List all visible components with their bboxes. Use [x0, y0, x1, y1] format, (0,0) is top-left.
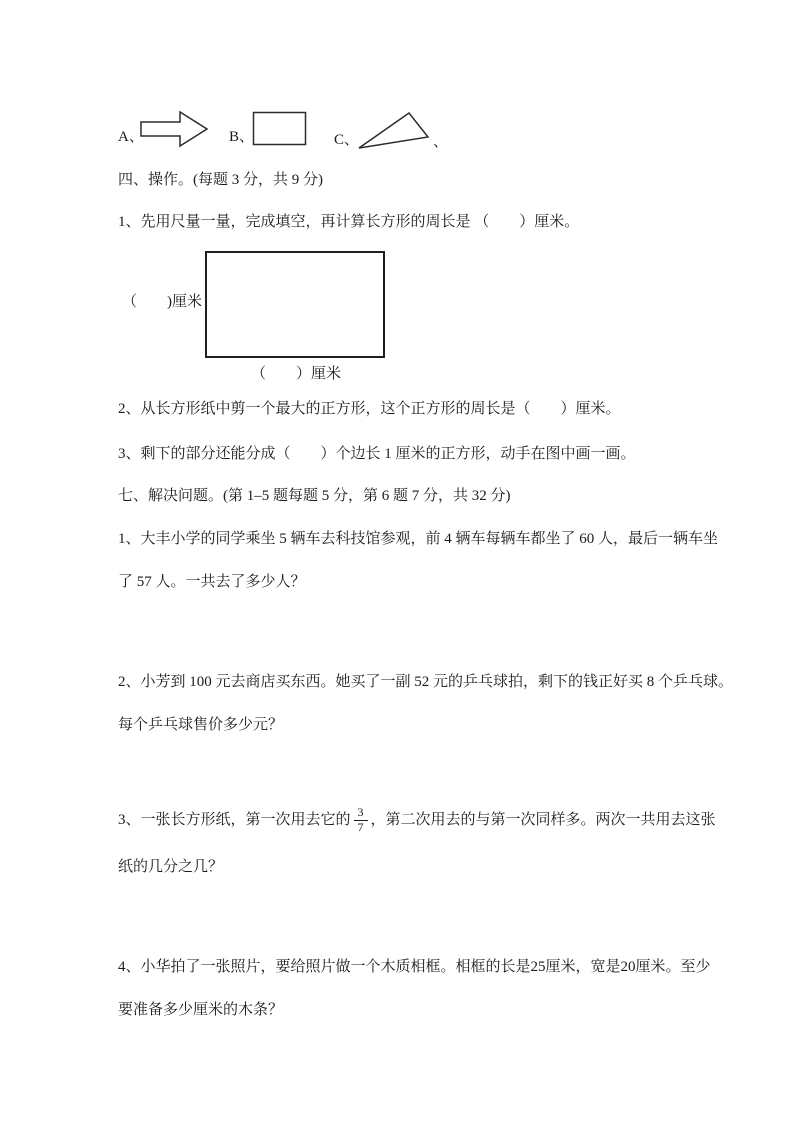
section-seven-q3-line2: 纸的几分之几？ — [118, 859, 224, 875]
section-seven-q1-line1: 1、大丰小学的同学乘坐 5 辆车去科技馆参观，前 4 辆车每辆车都坐了 60 人，最后一辆车坐 — [118, 531, 719, 547]
section-four-q1-text: 1、先用尺量一量，完成填空，再计算长方形的周长是 （ ）厘米。 — [118, 214, 580, 230]
arrow-shape-icon — [140, 109, 210, 149]
section-seven-q2-line1: 2、小芳到 100 元去商店买东西。她买了一副 52 元的乒乓球拍，剩下的钱正好买 8 个乒乓球。 — [118, 674, 734, 690]
option-a-label: A、 — [118, 129, 144, 145]
section-seven-q1-line2: 了 57 人。一共去了多少人？ — [118, 574, 306, 590]
section-seven-heading: 七、解决问题。(第 1–5 题每题 5 分，第 6 题 7 分，共 32 分) — [118, 488, 511, 504]
fraction-three-sevenths — [354, 806, 368, 835]
option-c-label: C、 — [334, 132, 360, 148]
option-c-suffix: 、 — [433, 134, 449, 150]
fraction-denominator: 7 — [354, 820, 368, 835]
section-seven-q2-line2: 每个乒乓球售价多少元？ — [118, 717, 284, 733]
section-seven-q4-line2: 要准备多少厘米的木条？ — [118, 1002, 284, 1018]
section-seven-q3-line1 — [118, 806, 716, 835]
q3-text-before-fraction: 3、一张长方形纸，第一次用去它的 — [118, 812, 351, 829]
section-four-heading: 四、操作。(每题 3 分，共 9 分) — [118, 172, 323, 188]
q3-text-after-fraction: ，第二次用去的与第一次同样多。两次一共用去这张 — [370, 812, 716, 829]
option-b-label: B、 — [229, 129, 255, 145]
fraction-numerator: 3 — [357, 805, 364, 819]
section-four-q3-text: 3、剩下的部分还能分成（ ）个边长 1 厘米的正方形，动手在图中画一画。 — [118, 446, 636, 462]
triangle-shape-icon — [357, 111, 431, 151]
rectangle-figure — [205, 251, 385, 358]
rectangle-shape-icon — [252, 111, 308, 147]
section-four-q2-text: 2、从长方形纸中剪一个最大的正方形，这个正方形的周长是（ ）厘米。 — [118, 401, 621, 417]
figure-bottom-dimension-label: （ ）厘米 — [251, 366, 342, 382]
figure-left-dimension-label: （ )厘米 — [122, 294, 202, 310]
section-seven-q4-line1: 4、小华拍了一张照片，要给照片做一个木质相框。相框的长是25厘米，宽是20厘米。至少 — [118, 959, 711, 975]
